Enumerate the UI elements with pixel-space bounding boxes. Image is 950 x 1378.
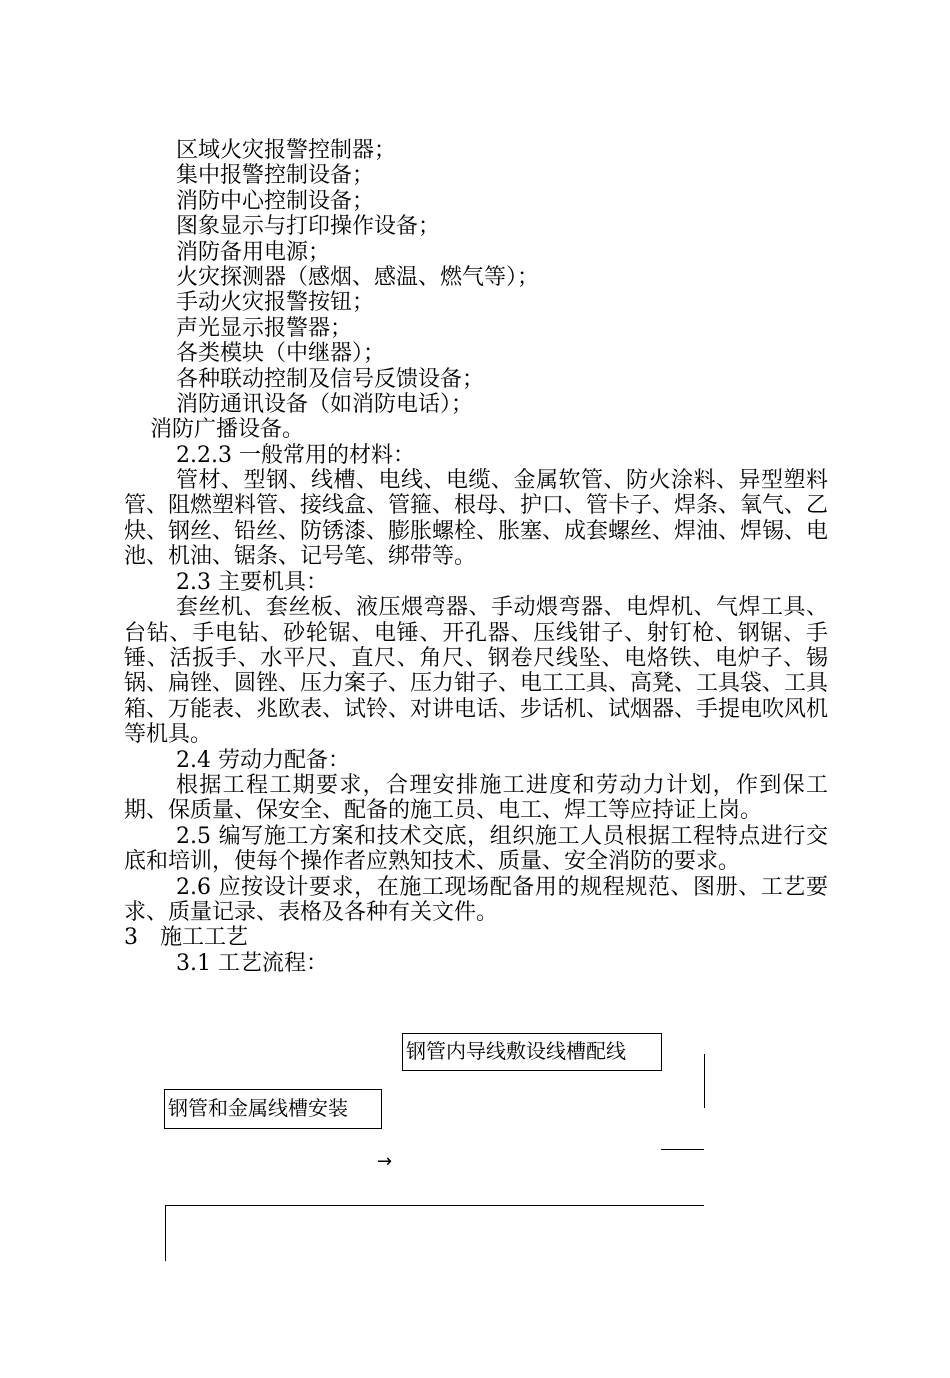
flow-connector-vertical-left	[165, 1205, 166, 1261]
equipment-item: 区域火灾报警控制器；	[176, 138, 397, 163]
section-2-4-heading: 2.4 劳动力配备：	[176, 747, 350, 773]
section-3-number: 3	[124, 925, 138, 951]
section-2-3-heading: 2.3 主要机具：	[176, 569, 328, 595]
flow-arrow-right-icon: →	[377, 1151, 393, 1172]
flow-box-wire-laying: 钢管内导线敷设线槽配线	[402, 1033, 662, 1071]
equipment-item: 手动火灾报警按钮；	[176, 290, 375, 316]
section-3-title: 施工工艺	[160, 925, 249, 951]
equipment-item: 消防通讯设备（如消防电话）；	[176, 391, 474, 417]
flow-box-conduit-install: 钢管和金属线槽安装	[164, 1089, 382, 1129]
section-2-6-paragraph: 2.6 应按设计要求，在施工现场配备用的规程规范、图册、工艺要求、质量记录、表格及各种有关文件。	[124, 874, 828, 925]
equipment-item: 各类模块（中继器）；	[176, 341, 386, 367]
section-2-3-body: 套丝机、套丝板、液压煨弯器、手动煨弯器、电焊机、气焊工具、台钻、手电钻、砂轮锯、电锤、开孔器、压线钳子、射钉枪、钢锯、手锤、活扳手、水平尺、直尺、角尺、钢卷尺线坠、电烙铁、电炉子、锡锅、扁锉、圆锉、压力案子、压力钳子、电工工具、高凳、工具袋、工具箱、万能表、兆欧表、试铃、对讲电话、步话机、试烟器、手提电吹风机等机具。	[124, 595, 829, 748]
equipment-item: 图象显示与打印操作设备；	[176, 214, 441, 240]
equipment-item: 火灾探测器（感烟、感温、燃气等）；	[176, 264, 540, 290]
equipment-item: 各种联动控制及信号反馈设备；	[176, 366, 485, 392]
flow-connector-horizontal-right	[661, 1149, 704, 1150]
section-3-heading	[124, 925, 828, 950]
section-2-4-body: 根据工程工期要求，合理安排施工进度和劳动力计划，作到保工期、保质量、保安全、配备的施工员、电工、焊工等应持证上岗。	[124, 772, 828, 824]
section-2-5-paragraph: 2.5 编写施工方案和技术交底，组织施工人员根据工程特点进行交底和培训，使每个操作者应熟知技术、质量、安全消防的要求。	[124, 823, 828, 875]
section-3-1-heading: 3.1 工艺流程：	[176, 950, 328, 976]
broadcast-item: 消防广播设备。	[150, 417, 305, 443]
section-2-2-3-body: 管材、型钢、线槽、电线、电缆、金属软管、防火涂料、异型塑料管、阻燃塑料管、接线盒、管箍、根母、护口、管卡子、焊条、氧气、乙炔、钢丝、铅丝、防锈漆、膨胀螺栓、胀塞、成套螺丝、焊油、焊锡、电池、机油、锯条、记号笔、绑带等。	[124, 468, 829, 570]
document-body	[124, 138, 828, 976]
flow-connector-vertical-right	[704, 1054, 705, 1108]
section-2-2-3-heading: 2.2.3 一般常用的材料：	[176, 442, 415, 468]
flow-connector-horizontal-bottom	[165, 1205, 704, 1206]
equipment-item: 消防中心控制设备；	[176, 188, 375, 214]
equipment-item: 集中报警控制设备；	[176, 163, 375, 189]
equipment-item: 消防备用电源；	[176, 239, 331, 265]
equipment-item: 声光显示报警器；	[176, 315, 353, 341]
